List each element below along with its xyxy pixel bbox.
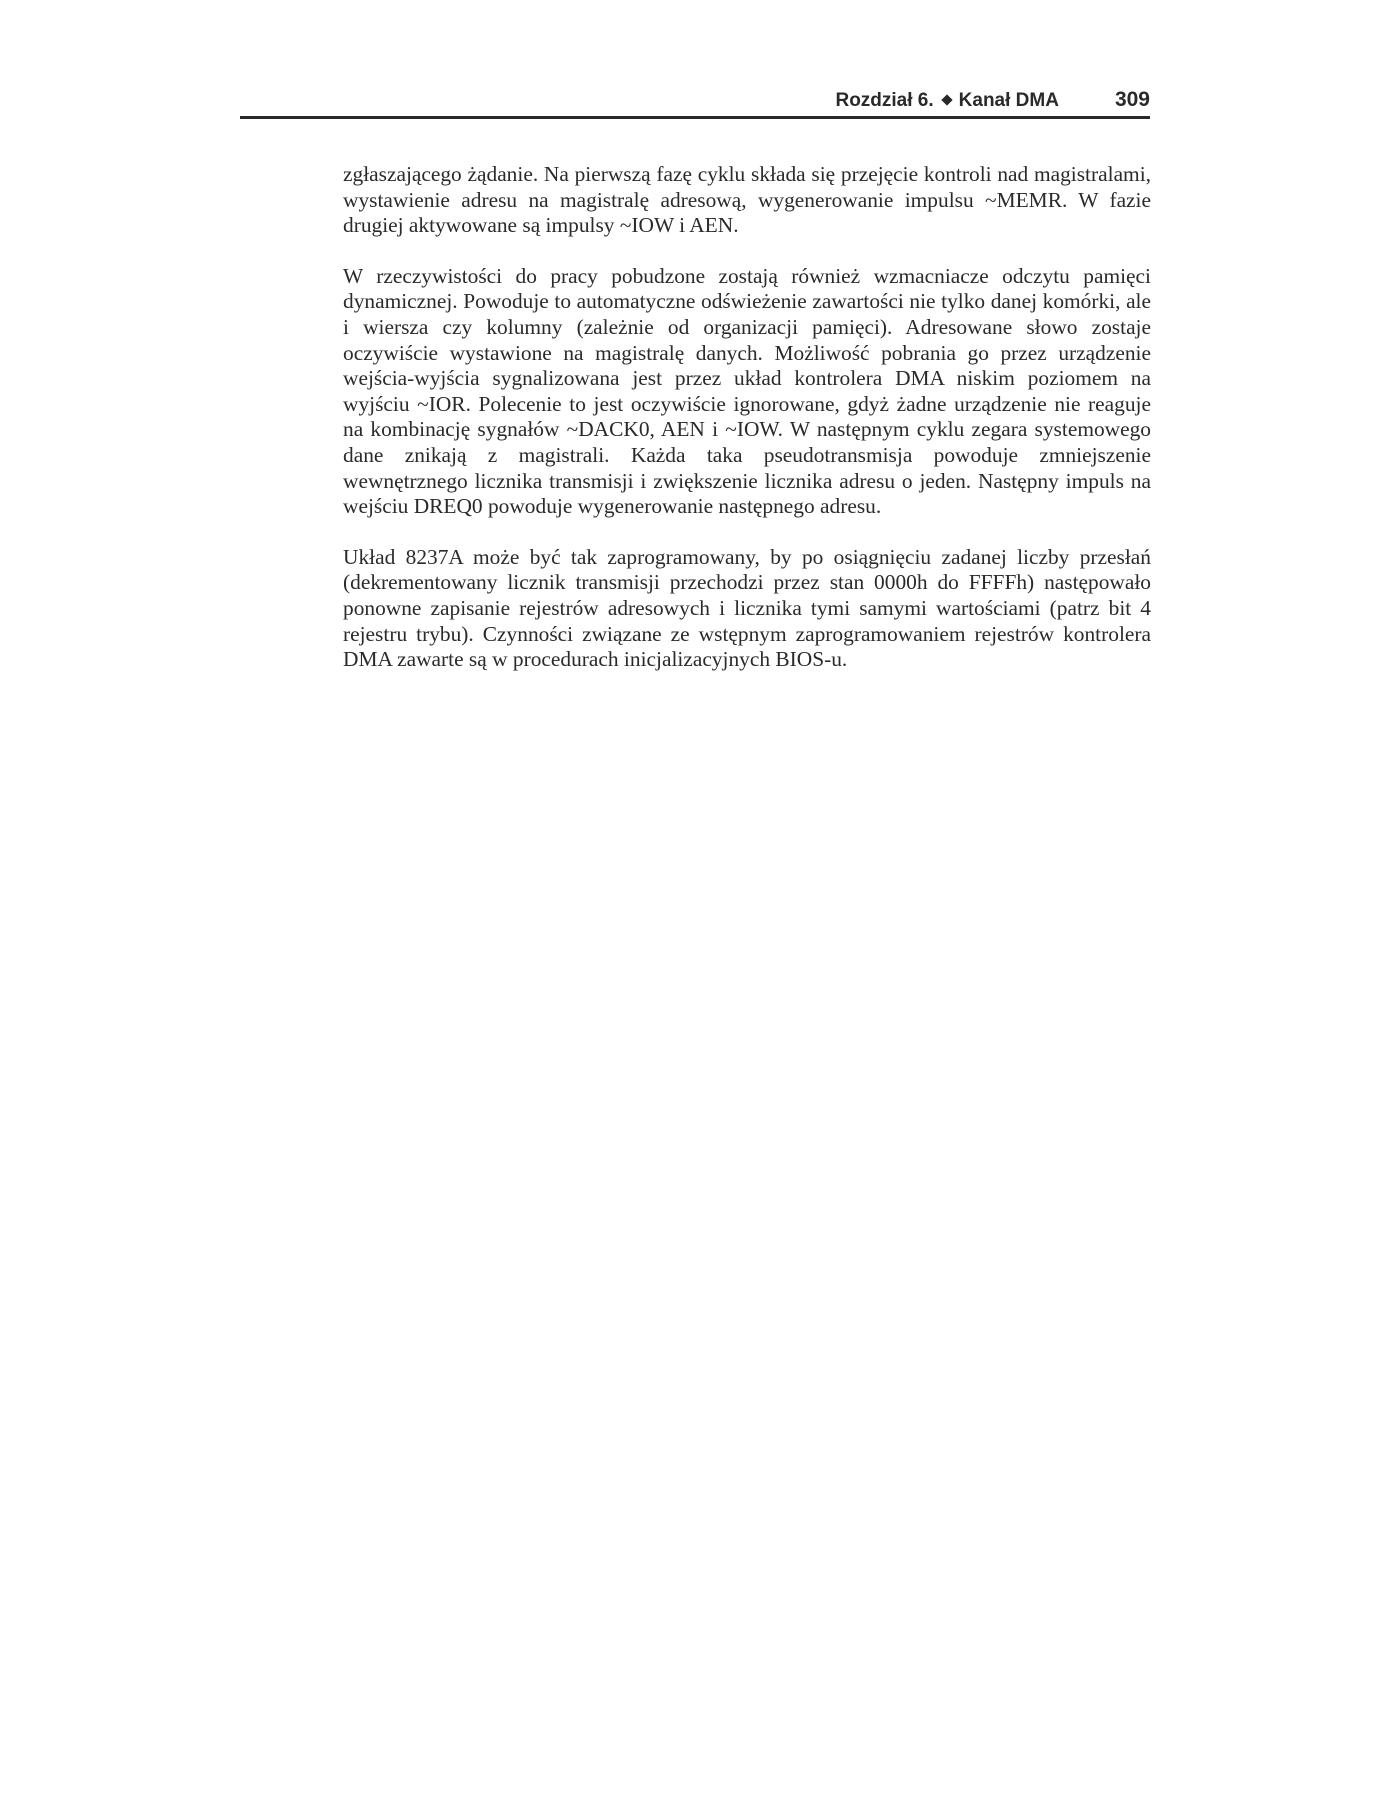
paragraph: Układ 8237A może być tak zaprogramowany, by po osiągnięciu zadanej liczby przesłań (dekrementowany licznik transmisji przechodzi przez stan 0000h do FFFFh) następowało ponowne zapisanie rejestrów adresowych i licznika tymi samymi wartościami (patrz bit 4 rejestru trybu). Czynności związane ze wstępnym zaprogramowaniem rejestrów kontrolera DMA zawarte są w procedurach inicjalizacyjnych BIOS-u. [343,544,1151,672]
header-text-row [835,88,1150,112]
body-text [343,162,1151,698]
running-header [240,88,1150,118]
header-rule [240,116,1150,119]
paragraph: W rzeczywistości do pracy pobudzone zostają również wzmacniacze odczytu pamięci dynamicznej. Powoduje to automatyczne odświeżenie zawartości nie tylko danej komórki, ale i wiersza czy kolumny (zależnie od organizacji pamięci). Adresowane słowo zostaje oczywiście wystawione na magistralę danych. Możliwość pobrania go przez urządzenie wejścia-wyjścia sygnalizowana jest przez układ kontrolera DMA niskim poziomem na wyjściu ~IOR. Polecenie to jest oczywiście ignorowane, gdyż żadne urządzenie nie reaguje na kombinację sygnałów ~DACK0, AEN i ~IOW. W następnym cyklu zegara systemowego dane znikają z magistrali. Każda taka pseudotransmisja powoduje zmniejszenie wewnętrznego licznika transmisji i zwiększenie licznika adresu o jeden. Następny impuls na wejściu DREQ0 powoduje wygenerowanie następnego adresu. [343,263,1151,519]
chapter-title: Kanał DMA [958,90,1059,111]
diamond-icon [941,94,952,105]
paragraph: zgłaszającego żądanie. Na pierwszą fazę cyklu składa się przejęcie kontroli nad magistralami, wystawienie adresu na magistralę adresową, wygenerowanie impulsu ~MEMR. W fazie drugiej aktywowane są impulsy ~IOW i AEN. [343,162,1151,238]
page-number: 309 [1114,88,1150,111]
chapter-label: Rozdział 6. [835,90,934,111]
